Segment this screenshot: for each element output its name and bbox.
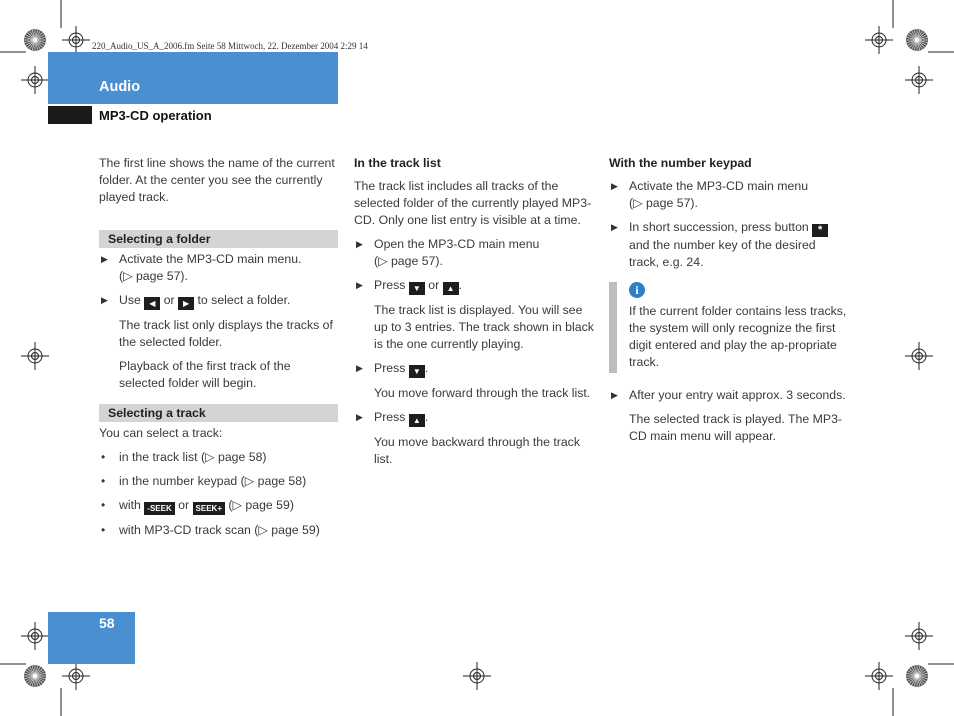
- bullet-dot-icon: •: [101, 498, 106, 512]
- registration-mark-icon: [865, 662, 893, 690]
- section-title: Audio: [99, 79, 141, 95]
- step-item: ▶ Press ▲ .: [356, 410, 429, 425]
- registration-mark-icon: [905, 66, 933, 94]
- intro-text: The first line shows the name of the current folder. At the center you see the currently played track.: [99, 156, 335, 204]
- arrow-left-icon: ◀: [144, 297, 160, 310]
- note-text: You move backward through the track list.: [374, 435, 580, 466]
- bullet-triangle-icon: ▶: [611, 222, 618, 232]
- note-text: You move forward through the track list.: [374, 386, 591, 400]
- step-item: ▶ Activate the MP3-CD main menu. (▷ page 57).: [101, 252, 302, 283]
- track-list-intro: The track list includes all tracks of the selected folder of the currently played MP3-CD. Only one list entry is visible at a time.: [354, 179, 592, 227]
- arrow-up-icon: ▲: [443, 282, 459, 295]
- list-item: • in the track list (▷ page 58): [101, 450, 267, 464]
- bullet-dot-icon: •: [101, 450, 106, 464]
- registration-mark-icon: [21, 622, 49, 650]
- info-text: If the current folder contains less tracks, the system will only recognize the first digit entered and play the ap-propriate track.: [629, 304, 847, 369]
- color-wheel-mark-icon: [24, 665, 46, 687]
- arrow-up-icon: ▲: [409, 414, 425, 427]
- bullet-dot-icon: •: [101, 523, 106, 537]
- info-icon: i: [629, 282, 645, 298]
- note-text: Playback of the first track of the selected folder will begin.: [119, 359, 291, 390]
- step-item: ▶ Open the MP3-CD main menu (▷ page 57).: [356, 237, 540, 268]
- registration-mark-icon: [62, 26, 90, 54]
- seek-minus-button-icon: -SEEK: [144, 502, 174, 515]
- bullet-triangle-icon: ▶: [356, 412, 363, 422]
- seek-plus-button-icon: SEEK+: [193, 502, 225, 515]
- color-wheel-mark-icon: [24, 29, 46, 51]
- registration-mark-icon: [865, 26, 893, 54]
- page-number-box: [48, 612, 135, 664]
- registration-mark-icon: [21, 66, 49, 94]
- section-heading-track: Selecting a track: [99, 404, 338, 422]
- registration-mark-icon: [62, 662, 90, 690]
- heading-number-keypad: With the number keypad: [609, 156, 752, 170]
- page-subtitle: MP3-CD operation: [99, 108, 212, 123]
- step-item: ▶ In short succession, press button * and the number key of the desired track, e.g. 24.: [609, 219, 849, 271]
- arrow-down-icon: ▼: [409, 365, 425, 378]
- file-info-line: 220_Audio_US_A_2006.fm Seite 58 Mittwoch, 22. Dezember 2004 2:29 14: [92, 41, 368, 51]
- column-2: [354, 155, 594, 468]
- column-1: [99, 155, 339, 539]
- bullet-triangle-icon: ▶: [356, 363, 363, 373]
- color-wheel-mark-icon: [906, 665, 928, 687]
- step-item: ▶ After your entry wait approx. 3 seconds.: [611, 388, 846, 402]
- registration-mark-icon: [21, 342, 49, 370]
- bullet-dot-icon: •: [101, 474, 106, 488]
- column-3: [609, 155, 849, 445]
- step-item: ▶ Press ▼ or ▲ .: [356, 278, 463, 293]
- track-intro: You can select a track:: [99, 426, 223, 440]
- bullet-triangle-icon: ▶: [101, 254, 108, 264]
- info-bar: [609, 282, 617, 373]
- page-number: 58: [99, 615, 115, 631]
- registration-mark-icon: [463, 662, 491, 690]
- section-band: [48, 52, 338, 104]
- bullet-triangle-icon: ▶: [356, 239, 363, 249]
- section-tab: [48, 106, 92, 124]
- registration-mark-icon: [905, 622, 933, 650]
- bullet-triangle-icon: ▶: [611, 390, 618, 400]
- registration-mark-icon: [905, 342, 933, 370]
- list-item: • in the number keypad (▷ page 58): [101, 474, 307, 488]
- bullet-triangle-icon: ▶: [611, 181, 618, 191]
- note-text: The track list only displays the tracks of the selected folder.: [119, 318, 333, 349]
- star-key-icon: *: [812, 224, 828, 237]
- bullet-triangle-icon: ▶: [101, 295, 108, 305]
- note-text: The selected track is played. The MP3-CD main menu will appear.: [629, 412, 843, 443]
- color-wheel-mark-icon: [906, 29, 928, 51]
- step-item: ▶ Use ◀ or ▶ to select a folder.: [101, 293, 291, 308]
- info-box: [609, 282, 849, 371]
- arrow-right-icon: ▶: [178, 297, 194, 310]
- list-item: • with MP3-CD track scan (▷ page 59): [101, 523, 320, 537]
- step-item: ▶ Press ▼ .: [356, 361, 429, 376]
- step-item: ▶ Activate the MP3-CD main menu (▷ page 57).: [611, 179, 809, 210]
- arrow-down-icon: ▼: [409, 282, 425, 295]
- list-item: • with -SEEK or SEEK+ (▷ page 59): [101, 498, 294, 513]
- note-text: The track list is displayed. You will see up to 3 entries. The track shown in black is the one currently playing.: [374, 303, 594, 351]
- heading-track-list: In the track list: [354, 156, 441, 170]
- bullet-triangle-icon: ▶: [356, 280, 363, 290]
- section-heading-folder: Selecting a folder: [99, 230, 338, 248]
